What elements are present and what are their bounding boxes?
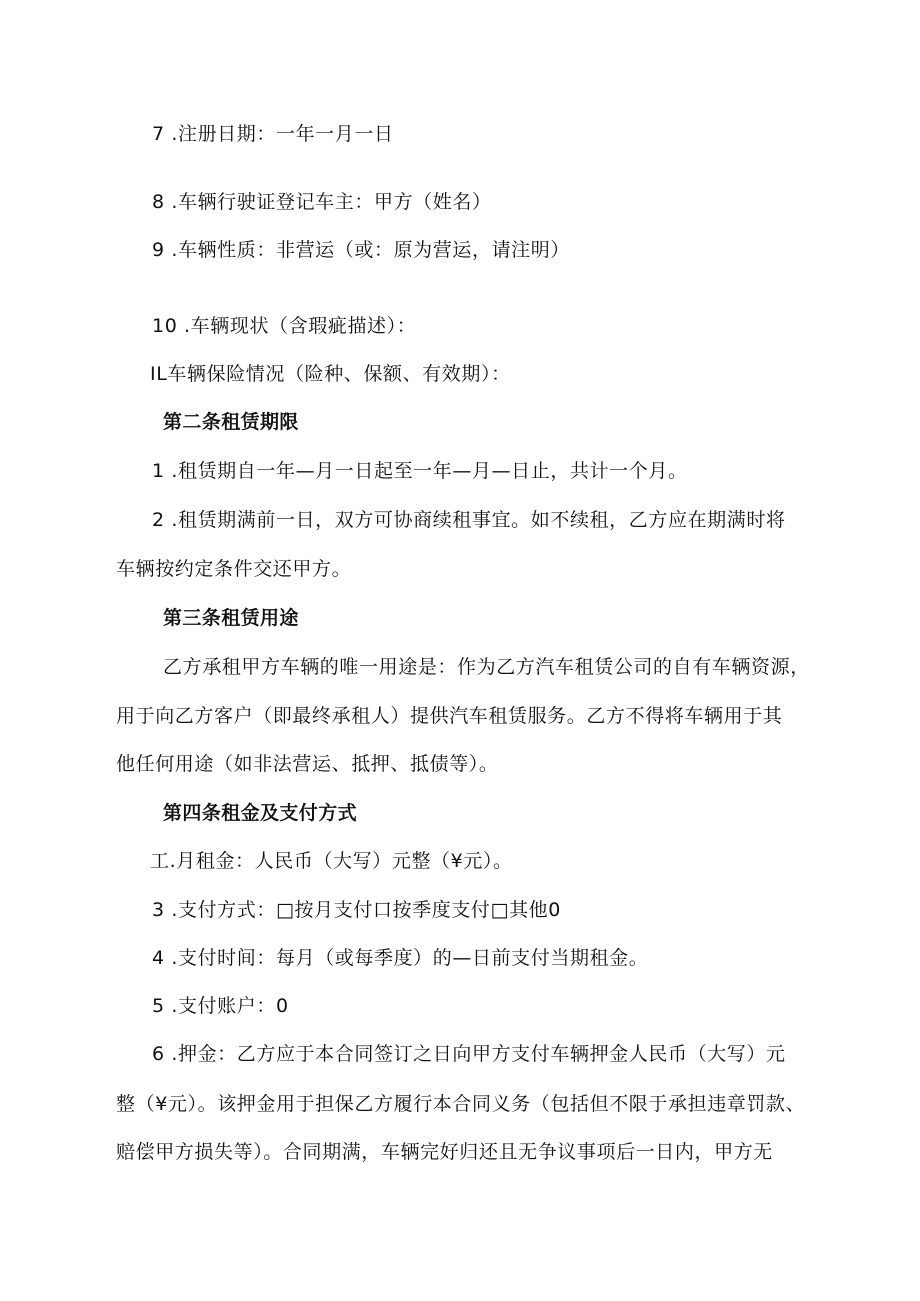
paragraph-lease-purpose-3: 他任何用途（如非法营运、抵押、抵债等）。 (116, 753, 499, 775)
item-deposit: 6 .押金：乙方应于本合同签订之日向甲方支付车辆押金人民币（大写）元 (152, 1043, 786, 1065)
paragraph-lease-purpose-1: 乙方承租甲方车辆的唯一用途是：作为乙方汽车租赁公司的自有车辆资源， (163, 656, 810, 678)
heading-article-4: 第四条租金及支付方式 (163, 802, 358, 824)
item-deposit-cont-1: 整（¥元）。该押金用于担保乙方履行本合同义务（包括但不限于承担违章罚款、 (116, 1093, 806, 1115)
item-payment-time: 4 .支付时间：每月（或每季度）的—日前支付当期租金。 (152, 947, 649, 969)
item-payment-method: 3 .支付方式：□按月支付口按季度支付□其他0 (152, 899, 561, 921)
item-registration-date: 7 .注册日期：一年一月一日 (152, 123, 394, 145)
item-monthly-rent: 工.月租金：人民币（大写）元整（¥元）。 (150, 850, 513, 872)
item-vehicle-insurance: IL车辆保险情况（险种、保额、有效期）： (150, 363, 511, 385)
item-deposit-cont-2: 赔偿甲方损失等）。合同期满，车辆完好归还且无争议事项后一日内，甲方无 (116, 1141, 773, 1163)
heading-article-3: 第三条租赁用途 (163, 607, 299, 629)
item-registered-owner: 8 .车辆行驶证登记车主：甲方（姓名） (152, 191, 492, 213)
item-vehicle-condition: 10 .车辆现状（含瑕疵描述）： (152, 315, 417, 337)
item-vehicle-nature: 9 .车辆性质：非营运（或：原为营运，请注明） (152, 239, 570, 261)
item-lease-term: 1 .租赁期自一年—月一日起至一年—月—日止，共计一个月。 (152, 460, 688, 482)
item-lease-renewal: 2 .租赁期满前一日，双方可协商续租事宜。如不续租，乙方应在期满时将 (152, 509, 786, 531)
item-payment-account: 5 .支付账户：0 (152, 995, 289, 1017)
heading-article-2: 第二条租赁期限 (163, 411, 299, 433)
paragraph-lease-purpose-2: 用于向乙方客户（即最终承租人）提供汽车租赁服务。乙方不得将车辆用于其 (116, 705, 783, 727)
item-lease-renewal-cont: 车辆按约定条件交还甲方。 (116, 558, 352, 580)
